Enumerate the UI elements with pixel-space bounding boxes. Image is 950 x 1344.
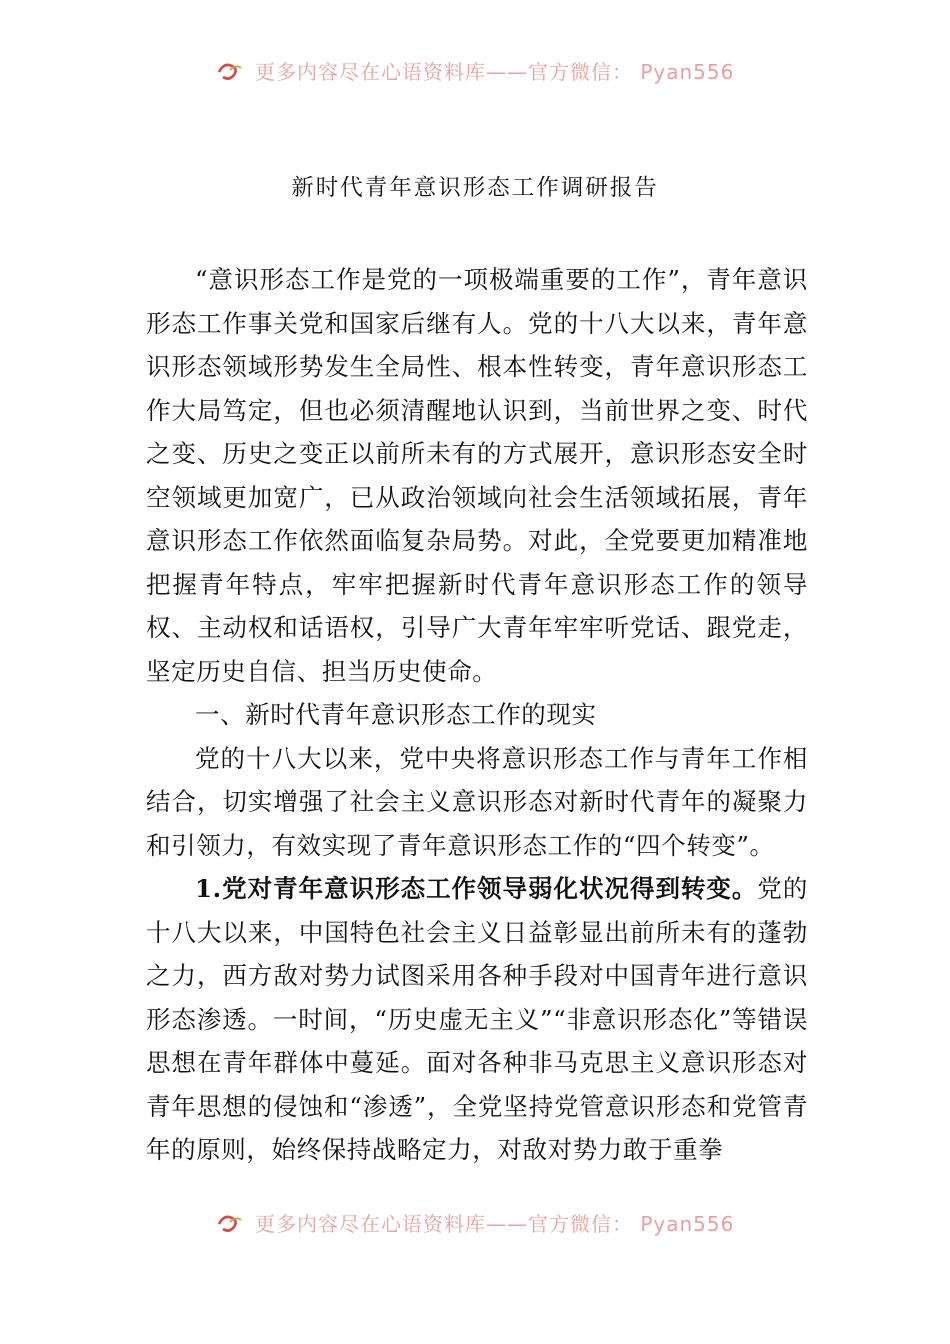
paragraph-point-1 bbox=[146, 867, 808, 1172]
document-title: 新时代青年意识形态工作调研报告 bbox=[291, 175, 659, 201]
document-body bbox=[146, 258, 808, 1172]
paragraph-intro: “意识形态工作是党的一项极端重要的工作”，青年意识形态工作事关党和国家后继有人。党的十八大以来，青年意识形态领域形势发生全局性、根本性转变，青年意识形态工作大局笃定，但也必须清醒地认识到，当前世界之变、时代之变、历史之变正以前所未有的方式展开，意识形态安全时空领域更加宽广，已从政治领域向社会生活领域拓展，青年意识形态工作依然面临复杂局势。对此，全党要更加精准地把握青年特点，牢牢把握新时代青年意识形态工作的领导权、主动权和话语权，引导广大青年牢牢听党话、跟党走，坚定历史自信、担当历史使命。 bbox=[146, 265, 808, 686]
section-heading-1: 一、新时代青年意识形态工作的现实 bbox=[195, 700, 597, 729]
paragraph-section-1: 党的十八大以来，党中央将意识形态工作与青年工作相结合，切实增强了社会主义意识形态对新时代青年的凝聚力和引领力，有效实现了青年意识形态工作的“四个转变”。 bbox=[146, 743, 808, 860]
watermark-logo-icon bbox=[216, 60, 244, 82]
watermark-logo-icon bbox=[216, 1212, 244, 1234]
watermark-text: 更多内容尽在心语资料库——官方微信： Pyan556 bbox=[255, 60, 735, 84]
footer-watermark bbox=[0, 1208, 950, 1236]
point-1-heading: 1.党对青年意识形态工作领导弱化状况得到转变。 bbox=[195, 874, 758, 903]
header-watermark bbox=[0, 56, 950, 84]
point-1-text: 党的十八大以来，中国特色社会主义日益彰显出前所未有的蓬勃之力，西方敌对势力试图采用各种手段对中国青年进行意识形态渗透。一时间，“历史虚无主义”“非意识形态化”等错误思想在青年群体中蔓延。面对各种非马克思主义意识形态对青年思想的侵蚀和“渗透”，全党坚持党管意识形态和党管青年的原则，始终保持战略定力，对敌对势力敢于重拳 bbox=[146, 874, 809, 1164]
watermark-text: 更多内容尽在心语资料库——官方微信： Pyan556 bbox=[255, 1212, 735, 1236]
